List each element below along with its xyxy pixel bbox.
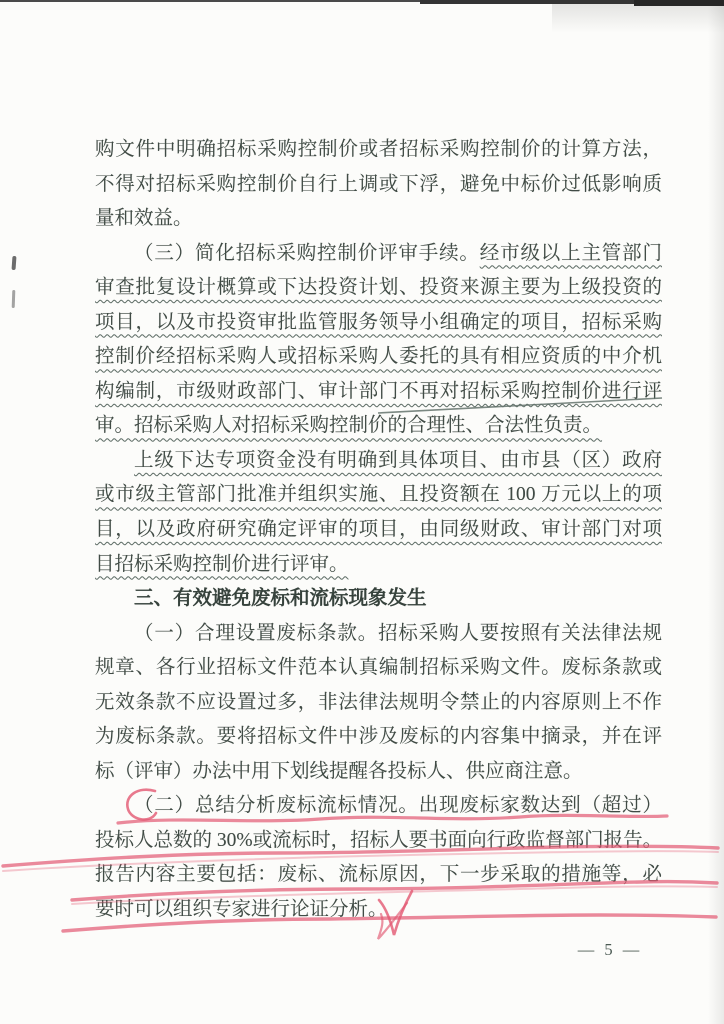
text-segment: 无效条款不应设置过多，非法律法规明令禁止的内容原则上不作 [95,691,662,713]
text-line [95,582,662,617]
text-line [95,478,662,513]
text-line [95,306,662,341]
text-segment: 三、有效避免废标和流标现象发生 [134,588,427,610]
text-line [95,617,662,652]
text-segment-red-underlined: （二）总结分析废标流标情况。出现废标家数达到（超过） [134,795,662,817]
top-edge-scan-line [634,0,724,6]
text-segment: （三）简化招标采购控制价评审手续。 [134,242,480,264]
text-segment: 购文件中明确招标采购控制价或者招标采购控制价的计算方法， [95,139,662,160]
text-line [95,375,662,410]
text-segment-gray-underlined: 或市级主管部门批准并组织实施、且投资额在 100 万元以上的项 [95,484,662,506]
text-segment-gray-underlined: 构编制，市级财政部门、审计部门不再对招标采购控制价进行评 [95,380,662,402]
text-line [95,202,662,237]
right-edge-shadow [708,0,724,1024]
text-line [95,409,662,444]
text-segment: （一）合理设置废标条款。招标采购人要按照有关法律法规 [134,622,662,644]
text-line [95,686,662,721]
text-line [95,168,662,203]
text-segment-gray-underlined: 目招标采购控制价进行评审。 [95,553,349,575]
top-right-scan-shade [552,3,724,33]
scan-artifact-mark [12,256,17,270]
text-segment-gray-underlined: 上级下达专项资金没有明确到具体项目、由市县（区）政府 [134,449,662,471]
text-line [95,444,662,479]
text-segment-red-underlined: 要时可以组织专家进行论证分析。 [95,899,388,921]
text-segment: 为废标条款。要将招标文件中涉及废标的内容集中摘录，并在评 [95,726,662,748]
text-segment: 量和效益。 [95,208,193,230]
text-segment-gray-underlined: 项目，以及市投资审批监管服务领导小组确定的项目，招标采购 [95,311,662,333]
text-line [95,271,662,306]
text-line [95,513,662,548]
text-segment: 不得对招标采购控制价自行上调或下浮，避免中标价过低影响质 [95,173,662,195]
text-segment: 规章、各行业招标文件范本认真编制招标采购文件。废标条款或 [95,657,662,679]
text-line [95,893,662,928]
text-line [95,340,662,375]
text-segment: 标（评审）办法中用下划线提醒各投标人、供应商注意。 [95,760,583,782]
text-line [95,858,662,893]
text-line [95,789,662,824]
document-text [95,133,662,928]
text-segment-gray-underlined: 目，以及政府研究确定评审的项目，由同级财政、审计部门对项 [95,519,662,541]
text-line [95,133,662,168]
text-segment-gray-underlined: 经市级以上主管部门 [479,242,662,264]
page-number: — 5 — [577,940,643,959]
scan-artifact-mark [12,290,16,308]
text-line [95,237,662,272]
text-segment-gray-underlined: 控制价经招标采购人或招标采购人委托的具有相应资质的中介机 [95,346,662,368]
text-line [95,824,662,859]
text-segment-gray-underlined: 审。招标采购人对招标采购控制价的合理性、合法性负责。 [95,415,603,437]
text-line [95,720,662,755]
text-segment-red-underlined: 报告内容主要包括：废标、流标原因，下一步采取的措施等，必 [95,864,662,886]
text-line [95,651,662,686]
text-line [95,548,662,583]
text-segment-gray-underlined: 审查批复设计概算或下达投资计划、投资来源主要为上级投资的 [95,277,662,299]
text-line [95,755,662,790]
text-segment-red-underlined: 投标人总数的 30%或流标时，招标人要书面向行政监督部门报告。 [95,829,663,851]
